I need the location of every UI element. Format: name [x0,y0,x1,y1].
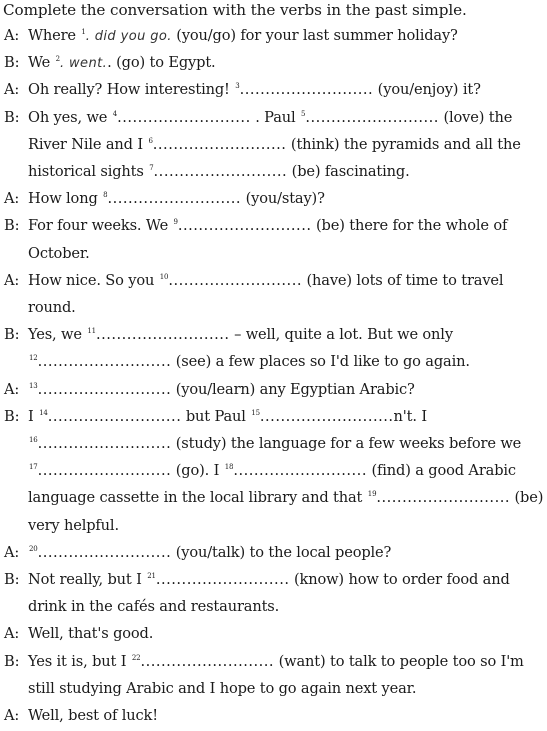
dialogue-line [0,512,547,539]
answer-blank: .......................... [153,163,288,180]
answer-blank: .......................... [140,652,275,670]
gap-number: 13 [29,381,38,390]
dialogue-line [0,22,547,49]
text-segment: (see) a few places so I'd like to go again. [171,353,470,371]
line-text [28,131,521,161]
text-segment: (love) the [438,108,513,126]
gap-number: 10 [159,272,169,281]
answer-blank: .......................... [107,190,242,208]
text-segment: historical sights [28,163,149,180]
gap-number: 11 [87,327,96,336]
text-segment: (you/learn) any Egyptian Arabic? [171,380,415,398]
dialogue-line [0,403,547,430]
text-segment: Not really, but I [28,571,147,588]
gap-number: 9 [173,218,178,227]
line-text [28,620,153,647]
text-segment: still studying Arabic and I hope to go again next year. [28,679,417,697]
speaker-label: B: [4,407,20,425]
text-segment: (be) [510,489,544,507]
answer-blank: .......................... [155,571,290,588]
dialogue-line [0,376,547,403]
gap-number: 2 [55,55,60,64]
answer-blank: .......................... [37,353,172,371]
line-text [28,648,524,678]
answer-blank: .......................... [37,543,172,561]
gap-number: 16 [29,436,38,444]
line-text [28,484,543,514]
text-segment: October. [28,244,90,262]
answer-blank: .......................... [259,407,394,425]
text-segment: (you/talk) to the local people? [171,543,392,561]
dialogue-line [0,158,547,185]
speaker-label: A: [4,27,20,44]
dialogue-line [0,76,547,103]
text-segment: drink in the cafés and restaurants. [28,598,280,616]
text-segment: How nice. So you [28,271,159,289]
answer-blank: .......................... [233,462,367,480]
text-segment: (be) there for the whole of [311,217,508,235]
text-segment: – well, quite a lot. But we only [229,326,453,344]
dialogue-line [0,131,547,158]
text-segment: Where [28,27,81,44]
answer-blank: .......................... [239,81,374,99]
speaker-label: B: [4,652,20,670]
text-segment: language cassette in the local library and that [28,489,367,507]
text-segment: Well, best of luck! [28,707,158,724]
answer-blank: .......................... [47,407,182,425]
dialogue-line [0,267,547,294]
line-text [28,675,416,702]
text-segment: How long [28,190,103,208]
text-segment: (have) lots of time to travel [301,271,504,289]
answer-blank: .......................... [37,380,172,398]
gap-number: 17 [29,463,38,472]
answer-blank: .......................... [168,271,302,289]
speaker-label: A: [4,543,20,561]
gap-number: 15 [251,408,260,417]
dialogue-line [0,49,547,76]
text-segment: very helpful. [28,516,119,534]
text-segment: (study) the language for a few weeks before we [171,435,522,452]
answer-blank: .......................... [37,435,172,452]
dialogue-line [0,457,547,484]
line-text [28,593,279,620]
dialogue-line [0,484,547,511]
example-answer: . did you go. [85,29,172,44]
dialogue-line [0,321,547,348]
line-text [28,539,391,569]
line-text [28,294,76,321]
text-segment: (you/stay)? [241,190,325,208]
answer-blank: .......................... [376,489,510,507]
gap-number: 3 [235,82,240,91]
line-text [28,348,470,378]
dialogue-line [0,294,547,321]
gap-number: 4 [112,109,118,118]
gap-number: 5 [301,109,306,118]
line-text [28,267,503,297]
line-text [28,212,507,242]
dialogue-line [0,566,547,593]
gap-number: 19 [367,490,377,499]
text-segment: We [28,54,55,72]
line-text [28,430,521,460]
line-text [28,22,458,52]
exercise-instruction: Complete the conversation with the verbs in the past simple. [3,1,467,19]
speaker-label: B: [4,571,20,588]
answer-blank: .......................... [305,108,439,126]
line-text [28,512,119,539]
speaker-label: A: [4,190,20,208]
text-segment: . (go) to Egypt. [107,54,216,72]
text-segment: . Paul [250,108,301,126]
dialogue-line [0,620,547,647]
speaker-label: B: [4,217,20,235]
gap-number: 20 [29,544,38,553]
line-text [28,321,453,351]
speaker-label: A: [4,707,20,724]
dialogue-line [0,539,547,566]
dialogue-line [0,185,547,212]
speaker-label: B: [4,326,20,344]
line-text [28,376,415,406]
text-segment: I [28,407,39,425]
dialogue-line [0,212,547,239]
text-segment: but Paul [181,407,251,425]
line-text [28,158,410,188]
example-answer: . went. [59,56,108,72]
gap-number: 14 [39,408,48,417]
gap-number: 1 [81,28,86,36]
speaker-label: A: [4,271,20,289]
answer-blank: .......................... [95,326,230,344]
text-segment: River Nile and I [28,135,148,153]
text-segment: (you/enjoy) it? [373,81,481,99]
dialogue-line [0,648,547,675]
text-segment: Oh really? How interesting! [28,81,235,99]
speaker-label: A: [4,81,20,99]
answer-blank: .......................... [37,462,172,480]
gap-number: 7 [149,164,154,172]
line-text [28,566,510,596]
line-text [28,457,516,487]
answer-blank: .......................... [152,135,287,153]
text-segment: (you/go) for your last summer holiday? [171,27,458,44]
dialogue-line [0,240,547,267]
line-text [28,104,512,134]
dialogue-line [0,675,547,702]
answer-blank: .......................... [117,108,251,126]
dialogue-line [0,702,547,729]
speaker-label: B: [4,108,20,126]
line-text [28,185,325,215]
text-segment: Yes it is, but I [28,652,131,670]
gap-number: 21 [147,572,156,580]
gap-number: 22 [131,653,141,662]
gap-number: 8 [103,191,108,200]
line-text [28,49,216,79]
speaker-label: B: [4,54,20,72]
text-segment: For four weeks. We [28,217,173,235]
line-text [28,702,158,729]
text-segment: (think) the pyramids and all the [286,135,521,153]
line-text [28,240,90,267]
text-segment: Yes, we [28,326,87,344]
dialogue-line [0,430,547,457]
text-segment: (be) fascinating. [287,163,410,180]
speaker-label: A: [4,625,20,643]
text-segment: n't. I [393,407,427,425]
dialogue-line [0,593,547,620]
gap-number: 12 [29,354,38,363]
text-segment: Oh yes, we [28,108,112,126]
text-segment: (find) a good Arabic [366,462,516,480]
text-segment: (know) how to order food and [289,571,510,588]
text-segment: Well, that's good. [28,625,154,643]
line-text [28,403,427,433]
text-segment: (want) to talk to people too so I'm [274,652,524,670]
text-segment: round. [28,299,76,316]
answer-blank: .......................... [177,217,312,235]
dialogue-line [0,104,547,131]
dialogue-line [0,348,547,375]
gap-number: 18 [224,463,234,472]
speaker-label: A: [4,380,20,398]
gap-number: 6 [148,136,153,145]
text-segment: (go). I [171,462,224,480]
line-text [28,76,481,106]
